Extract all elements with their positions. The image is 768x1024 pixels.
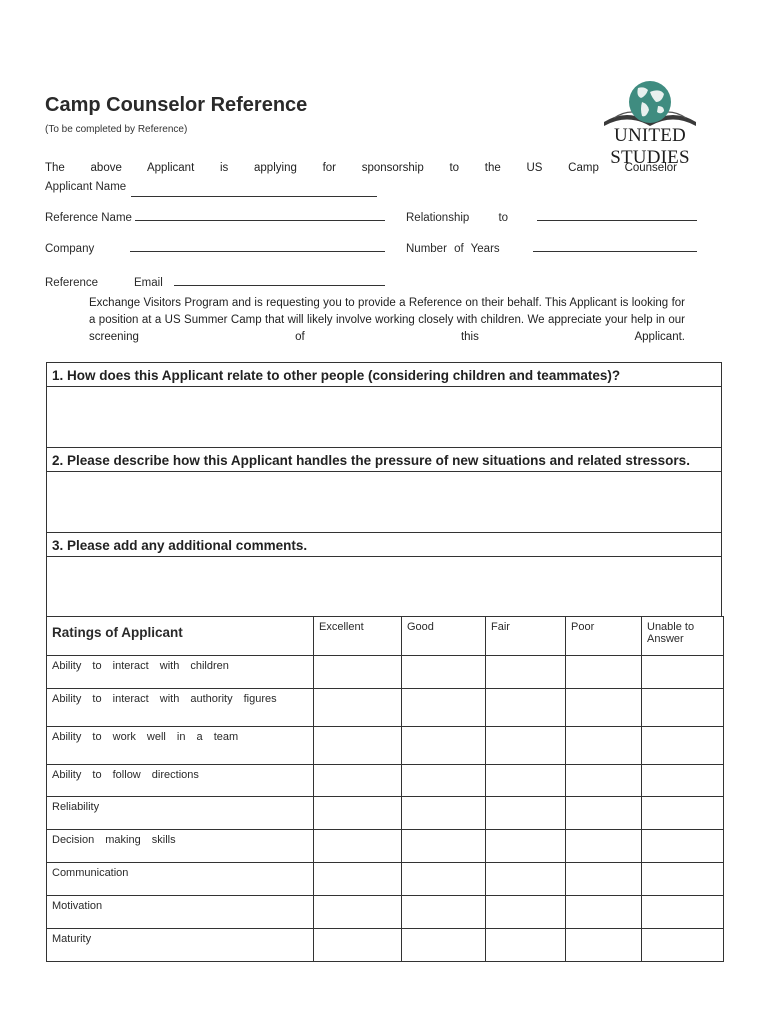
rating-cell[interactable] (402, 863, 486, 896)
rating-cell[interactable] (402, 797, 486, 830)
rating-cell[interactable] (486, 797, 566, 830)
criterion-label: Maturity (47, 929, 314, 962)
question-1-heading: 1. How does this Applicant relate to other people (considering children and teammates)? (47, 363, 721, 387)
criterion-label: Ability to follow directions (47, 765, 314, 797)
rating-cell[interactable] (402, 727, 486, 765)
rating-cell[interactable] (566, 830, 642, 863)
table-row (47, 929, 724, 962)
table-row (47, 765, 724, 797)
column-unable-to-answer: Unable to Answer (642, 617, 724, 656)
rating-cell[interactable] (402, 689, 486, 727)
rating-cell[interactable] (566, 689, 642, 727)
company-label: Company (45, 243, 95, 255)
logo-wordmark: UNITED STUDIES (610, 125, 690, 168)
rating-cell[interactable] (642, 830, 724, 863)
intro-line: The above Applicant is applying for sponsorship to the US Camp Counselor (45, 162, 677, 174)
rating-cell[interactable] (402, 830, 486, 863)
rating-cell[interactable] (566, 727, 642, 765)
rating-cell[interactable] (486, 689, 566, 727)
table-row (47, 896, 724, 929)
rating-cell[interactable] (486, 929, 566, 962)
page-title: Camp Counselor Reference (45, 94, 308, 116)
reference-name-label: Reference Name (45, 212, 132, 224)
rating-cell[interactable] (642, 863, 724, 896)
question-3-heading: 3. Please add any additional comments. (47, 533, 721, 557)
criterion-label: Reliability (47, 797, 314, 830)
rating-cell[interactable] (566, 765, 642, 797)
table-row (47, 689, 724, 727)
rating-cell[interactable] (314, 896, 402, 929)
company-field[interactable] (130, 251, 385, 252)
rating-cell[interactable] (402, 656, 486, 689)
intro-paragraph: Exchange Visitors Program and is requesting you to provide a Reference on their behalf. This Applicant is looking for a position at a US Summer Camp that will likely involve working closely with children. We appreciate your help in our screening of this Applicant. (89, 297, 685, 343)
rating-cell[interactable] (314, 863, 402, 896)
column-excellent: Excellent (314, 617, 402, 656)
reference-email-field[interactable] (174, 285, 385, 286)
rating-cell[interactable] (314, 765, 402, 797)
question-3-answer-area[interactable] (47, 557, 721, 616)
rating-cell[interactable] (486, 727, 566, 765)
rating-cell[interactable] (566, 656, 642, 689)
united-studies-logo (572, 78, 728, 168)
rating-cell[interactable] (486, 765, 566, 797)
rating-cell[interactable] (486, 863, 566, 896)
rating-cell[interactable] (642, 929, 724, 962)
question-2-answer-area[interactable] (47, 472, 721, 532)
rating-cell[interactable] (314, 929, 402, 962)
globe-book-icon (572, 78, 728, 128)
criterion-label: Decision making skills (47, 830, 314, 863)
rating-cell[interactable] (314, 689, 402, 727)
page-subtitle: (To be completed by Reference) (45, 124, 188, 135)
table-row (47, 727, 724, 765)
reference-name-field[interactable] (135, 220, 385, 221)
question-1-answer-area[interactable] (47, 387, 721, 447)
rating-cell[interactable] (642, 727, 724, 765)
rating-cell[interactable] (486, 896, 566, 929)
number-of-years-label: Number of Years (406, 243, 500, 255)
rating-cell[interactable] (642, 896, 724, 929)
rating-cell[interactable] (314, 830, 402, 863)
rating-cell[interactable] (314, 656, 402, 689)
ratings-heading: Ratings of Applicant (47, 617, 314, 656)
table-row (47, 863, 724, 896)
relationship-field[interactable] (537, 220, 697, 221)
rating-cell[interactable] (566, 929, 642, 962)
rating-cell[interactable] (314, 797, 402, 830)
question-2-box (46, 447, 722, 533)
rating-cell[interactable] (402, 896, 486, 929)
column-good: Good (402, 617, 486, 656)
applicant-name-label: Applicant Name (45, 181, 127, 193)
column-poor: Poor (566, 617, 642, 656)
table-row (47, 656, 724, 689)
question-1-box (46, 362, 722, 448)
question-3-box (46, 532, 722, 617)
rating-cell[interactable] (402, 765, 486, 797)
ratings-table (46, 616, 724, 962)
rating-cell[interactable] (402, 929, 486, 962)
rating-cell[interactable] (566, 863, 642, 896)
rating-cell[interactable] (642, 797, 724, 830)
ratings-header-row (47, 617, 724, 656)
criterion-label: Ability to interact with children (47, 656, 314, 689)
rating-cell[interactable] (314, 727, 402, 765)
table-row (47, 797, 724, 830)
rating-cell[interactable] (642, 656, 724, 689)
applicant-name-field[interactable] (131, 196, 377, 197)
relationship-label: Relationship to (406, 212, 509, 224)
number-of-years-field[interactable] (533, 251, 697, 252)
reference-email-label: Reference (45, 277, 99, 289)
rating-cell[interactable] (642, 765, 724, 797)
reference-email-label-2: Email (134, 277, 163, 289)
column-fair: Fair (486, 617, 566, 656)
table-row (47, 830, 724, 863)
rating-cell[interactable] (566, 896, 642, 929)
criterion-label: Ability to work well in a team (47, 727, 314, 765)
criterion-label: Communication (47, 863, 314, 896)
rating-cell[interactable] (486, 656, 566, 689)
criterion-label: Ability to interact with authority figures (47, 689, 314, 727)
rating-cell[interactable] (642, 689, 724, 727)
rating-cell[interactable] (486, 830, 566, 863)
rating-cell[interactable] (566, 797, 642, 830)
question-2-heading: 2. Please describe how this Applicant handles the pressure of new situations and related stressors. (47, 448, 721, 472)
criterion-label: Motivation (47, 896, 314, 929)
